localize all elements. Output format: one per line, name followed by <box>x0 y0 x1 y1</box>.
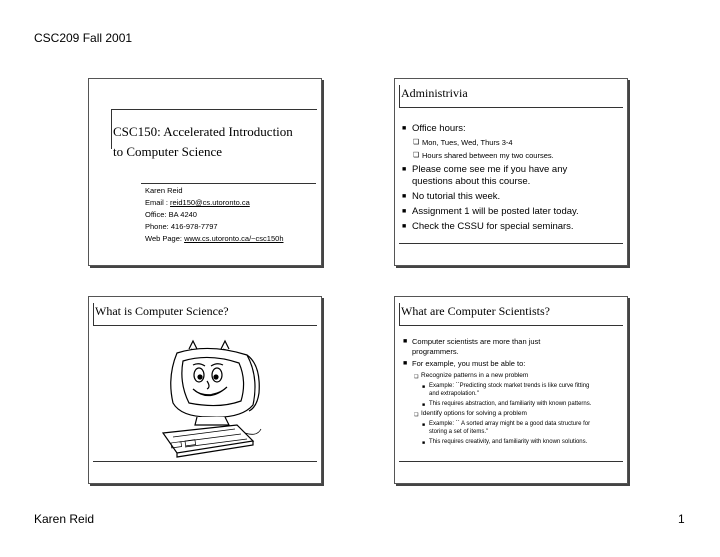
bullet-no-tutorial: ■ No tutorial this week. <box>402 191 501 202</box>
slide-title-left-rule <box>93 303 94 325</box>
slide-title-heading: CSC150: Accelerated Introduction to Computer Science <box>113 124 293 159</box>
slide-title-left-rule <box>399 303 400 325</box>
sub-sub-bullet-example-array: ■ Example: `` A sorted array might be a good data structure for storing a set of items." <box>422 421 591 435</box>
slide-bottom-rule <box>399 461 623 462</box>
title-top-rule <box>111 109 317 110</box>
sub-sub-bullet-abstraction: ■ This requires abstraction, and familiarity with known patterns. <box>422 401 592 408</box>
title-bottom-rule <box>141 183 316 184</box>
office-line: Office: BA 4240 <box>145 210 197 219</box>
bullet-cssu: ■ Check the CSSU for special seminars. <box>402 221 574 232</box>
title-left-rule <box>111 109 112 149</box>
sub-bullet-times: ❏ Mon, Tues, Wed, Thurs 3-4 <box>413 138 513 147</box>
instructor-name: Karen Reid <box>145 186 183 195</box>
slide-administrivia <box>394 78 628 266</box>
slide-title-rule <box>399 325 623 326</box>
slide-what-is-cs <box>88 296 322 484</box>
slide-title-left-rule <box>399 85 400 107</box>
slide-bottom-rule <box>399 243 623 244</box>
sub-bullet-recognize: ❏ Recognize patterns in a new problem <box>414 372 529 380</box>
slide-title-rule <box>399 107 623 108</box>
sub-bullet-identify: ❏ Identify options for solving a problem <box>414 410 527 418</box>
slide-title <box>88 78 322 266</box>
cartoon-computer-illustration <box>149 337 269 459</box>
bullet-more-than-programmers: ■ Computer scientists are more than just programmers. <box>403 337 541 356</box>
slide-title: What is Computer Science? <box>95 304 229 318</box>
slide-computer-scientists <box>394 296 628 484</box>
slide-title: What are Computer Scientists? <box>401 304 550 318</box>
sub-bullet-shared: ❏ Hours shared between my two courses. <box>413 151 554 160</box>
email-line: Email : reid150@cs.utoronto.ca <box>145 198 250 207</box>
monitor-icon <box>163 341 261 457</box>
sub-sub-bullet-creativity: ■ This requires creativity, and familiarity with known solutions. <box>422 439 588 446</box>
bullet-for-example: ■ For example, you must be able to: <box>403 359 526 368</box>
web-line: Web Page: www.cs.utoronto.ca/~csc150h <box>145 234 284 243</box>
email-link[interactable]: reid150@cs.utoronto.ca <box>170 198 250 207</box>
slide-bottom-rule <box>93 461 317 462</box>
web-link[interactable]: www.cs.utoronto.ca/~csc150h <box>184 234 284 243</box>
page-footer-author: Karen Reid <box>34 512 95 526</box>
bullet-assignment: ■ Assignment 1 will be posted later today. <box>402 206 579 217</box>
contact-info <box>145 185 284 245</box>
sub-sub-bullet-example-stock: ■ Example: ``Predicting stock market trends is like curve fitting and extrapolation." <box>422 383 590 397</box>
page-number: 1 <box>678 512 685 526</box>
bullet-come-see: ■ Please come see me if you have any questions about this course. <box>402 164 568 187</box>
slide-title: Administrivia <box>401 86 468 100</box>
phone-line: Phone: 416-978-7797 <box>145 222 218 231</box>
page-header: CSC209 Fall 2001 <box>34 31 133 45</box>
slide-title-rule <box>93 325 317 326</box>
bullet-office-hours: ■ Office hours: <box>402 123 466 134</box>
